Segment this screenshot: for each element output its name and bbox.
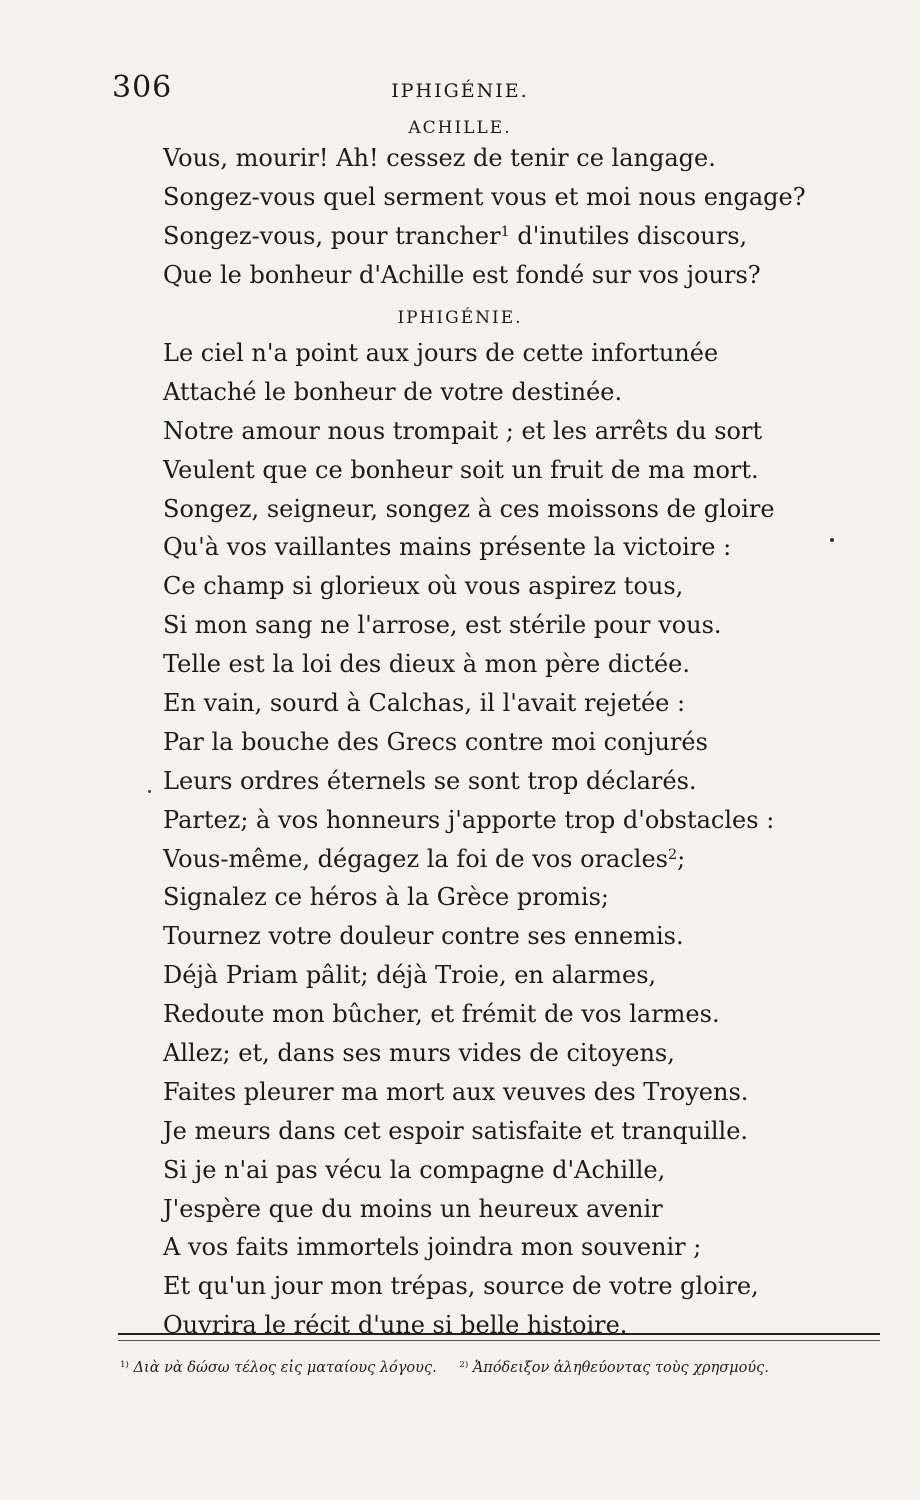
verse-line: Partez; à vos honneurs j'apporte trop d'obstacles : bbox=[163, 805, 775, 834]
verse-line: Songez, seigneur, songez à ces moissons de gloire bbox=[163, 494, 775, 523]
footnotes bbox=[120, 1360, 890, 1376]
speech-achille bbox=[163, 140, 863, 296]
verse-line: Telle est la loi des dieux à mon père dictée. bbox=[163, 650, 691, 679]
verse-line: Leurs ordres éternels se sont trop déclarés. bbox=[163, 766, 697, 795]
verse-line: Déjà Priam pâlit; déjà Troie, en alarmes, bbox=[163, 961, 657, 990]
verse-line: Veulent que ce bonheur soit un fruit de ma mort. bbox=[163, 455, 759, 484]
footnote-mark: 2) bbox=[459, 1360, 469, 1371]
verse-line: Attaché le bonheur de votre destinée. bbox=[163, 377, 623, 406]
verse-line: Vous, mourir! Ah! cessez de tenir ce langage. bbox=[163, 144, 716, 172]
margin-speck bbox=[830, 538, 834, 542]
footnote-rule bbox=[118, 1333, 880, 1335]
verse-line: Signalez ce héros à la Grèce promis; bbox=[163, 883, 609, 912]
verse-line: Redoute mon bûcher, et frémit de vos larmes. bbox=[163, 1000, 720, 1029]
verse-line: Faites pleurer ma mort aux veuves des Troyens. bbox=[163, 1077, 749, 1106]
verse-line: Par la bouche des Grecs contre moi conjurés bbox=[163, 727, 708, 756]
verse-line: Si je n'ai pas vécu la compagne d'Achille, bbox=[163, 1155, 666, 1184]
speaker-iphigenie: IPHIGÉNIE. bbox=[397, 308, 523, 328]
verse-line: Allez; et, dans ses murs vides de citoyens, bbox=[163, 1039, 675, 1068]
margin-speck bbox=[148, 790, 151, 793]
footnote-ref: 2 bbox=[667, 846, 678, 863]
footnote-text: Διὰ νὰ δώσω τέλος εἰς ματαίους λόγους. bbox=[133, 1360, 437, 1376]
verse-line: Notre amour nous trompait ; et les arrêts du sort bbox=[163, 416, 763, 445]
verse-text: d'inutiles discours, bbox=[509, 222, 748, 250]
page-number: 306 bbox=[112, 70, 173, 105]
verse-line: Et qu'un jour mon trépas, source de votre gloire, bbox=[163, 1272, 759, 1301]
verse-line: Que le bonheur d'Achille est fondé sur vos jours? bbox=[163, 261, 761, 289]
running-head: IPHIGÉNIE. bbox=[391, 80, 529, 102]
verse-line: Je meurs dans cet espoir satisfaite et tranquille. bbox=[163, 1116, 749, 1145]
footnote-mark: 1) bbox=[120, 1360, 129, 1371]
verse-line: En vain, sourd à Calchas, il l'avait rejetée : bbox=[163, 689, 686, 718]
verse-line bbox=[163, 218, 863, 257]
footnote-rule-thin bbox=[118, 1340, 880, 1341]
verse-line: Ce champ si glorieux où vous aspirez tous, bbox=[163, 572, 684, 601]
verse-line: Songez-vous quel serment vous et moi nous engage? bbox=[163, 183, 806, 211]
footnote-text: Ἀπόδειξον ἀληθεύοντας τοὺς χρησμούς. bbox=[472, 1360, 769, 1376]
verse-line: Tournez votre douleur contre ses ennemis. bbox=[163, 922, 684, 951]
footnote-ref: 1 bbox=[500, 224, 510, 241]
verse-line: Qu'à vos vaillantes mains présente la victoire : bbox=[163, 533, 732, 562]
verse-text: Vous-même, dégagez la foi de vos oracles bbox=[163, 844, 668, 873]
verse-line: A vos faits immortels joindra mon souvenir ; bbox=[163, 1233, 702, 1262]
speaker-achille: ACHILLE. bbox=[408, 118, 512, 138]
verse-text: ; bbox=[677, 844, 686, 873]
footnote-2 bbox=[459, 1360, 769, 1376]
verse-line: Si mon sang ne l'arrose, est stérile pour vous. bbox=[163, 611, 722, 640]
speech-iphigenie bbox=[163, 335, 863, 1346]
verse-line: J'espère que du moins un heureux avenir bbox=[163, 1194, 663, 1223]
verse-line bbox=[163, 841, 863, 880]
verse-text: Songez-vous, pour trancher bbox=[163, 222, 501, 250]
verse-line: Ouvrira le récit d'une si belle histoire. bbox=[163, 1311, 628, 1340]
verse-line: Le ciel n'a point aux jours de cette infortunée bbox=[163, 339, 719, 367]
footnote-1 bbox=[120, 1360, 437, 1376]
